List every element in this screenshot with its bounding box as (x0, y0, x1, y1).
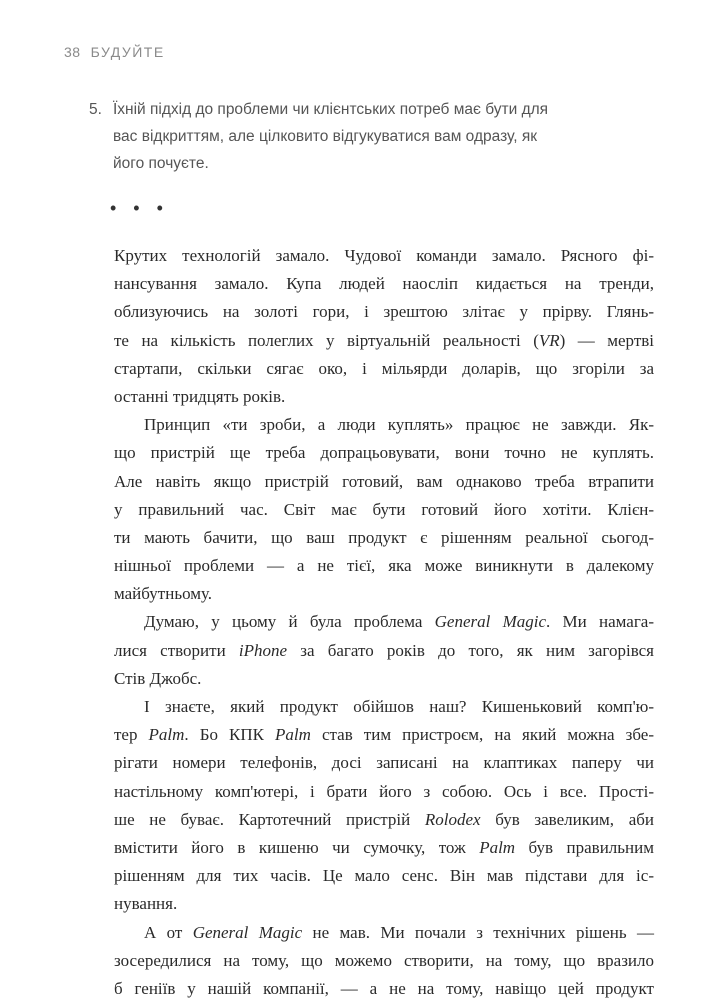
section-separator: • • • (110, 198, 169, 218)
list-item-line: його почуєте. (113, 155, 209, 172)
text-line: б геніїв у нашій компанії, — а не на тому, навіщо цей продукт (114, 978, 654, 998)
text-line: те на кількість полеглих у віртуальній реальності (VR) — мертві (114, 330, 655, 350)
text-line: А от General Magic не мав. Ми почали з технічних рішень — (144, 922, 655, 942)
text-line: Принцип «ти зроби, а люди куплять» працює не завжди. Як- (144, 415, 654, 435)
text-line: І знаєте, який продукт обійшов наш? Кишеньковий комп'ю- (144, 697, 654, 716)
page-number: 38 (64, 44, 81, 60)
text-line: нансування замало. Купа людей наосліп кидається на тренди, (114, 274, 654, 294)
text-line: лися створити iPhone за багато років до того, як ним загорівся (114, 640, 654, 660)
list-marker: 5. (89, 101, 102, 118)
text-line: що пристрій ще треба допрацьовувати, вони точно не куплять. (114, 443, 654, 463)
text-line: ше не буває. Картотечний пристрій Rolodex був завеликим, аби (114, 809, 654, 829)
list-item-line: вас відкриттям, але цілковито відгукуватися вам одразу, як (113, 128, 537, 145)
running-head (64, 44, 165, 60)
text-line: ти мають бачити, що ваш продукт є рішенням реальної сьогод- (114, 527, 654, 547)
text-line: Стів Джобс. (114, 668, 202, 688)
text-line: у правильний час. Світ має бути готовий його хотіти. Клієн- (114, 499, 654, 519)
text-line: рігати номери телефонів, досі записані на клаптиках паперу чи (114, 753, 654, 773)
text-line: вмістити його в кишеню чи сумочку, тож Palm був правильним (114, 837, 654, 857)
text-line: Але навіть якщо пристрій готовий, вам однаково треба втрапити (114, 471, 654, 491)
text-line: нішньої проблеми — а не тієї, яка може виникнути в далекому (114, 556, 654, 576)
text-line: останні тридцять років. (114, 386, 286, 406)
text-line: майбутньому. (114, 584, 213, 604)
text-line: облизуючись на золоті гори, і зрештою злітає у прірву. Глянь- (114, 302, 654, 322)
text-line: нування. (114, 894, 178, 914)
section-title: БУДУЙТЕ (90, 44, 165, 60)
text-line: зосередилися на тому, що можемо створити, на тому, що вразило (114, 950, 654, 970)
text-line: настільному комп'ютері, і брати його з собою. Ось і все. Прості- (114, 781, 654, 801)
text-line: стартапи, скільки сягає око, і мільярди доларів, що згоріли за (114, 358, 654, 378)
text-line: Думаю, у цьому й була проблема General Magic. Ми намага- (144, 612, 654, 632)
body-text (114, 242, 654, 1003)
text-line: рішенням для тих часів. Це мало сенс. Він мав підстави для іс- (114, 866, 654, 886)
numbered-list-item (89, 96, 633, 177)
text-line: Крутих технологій замало. Чудової команди замало. Рясного фі- (114, 246, 654, 265)
text-line: тер Palm. Бо КПК Palm став тим пристроєм, на який можна збе- (114, 725, 654, 745)
list-item-line: Їхній підхід до проблеми чи клієнтських потреб має бути для (113, 101, 549, 118)
